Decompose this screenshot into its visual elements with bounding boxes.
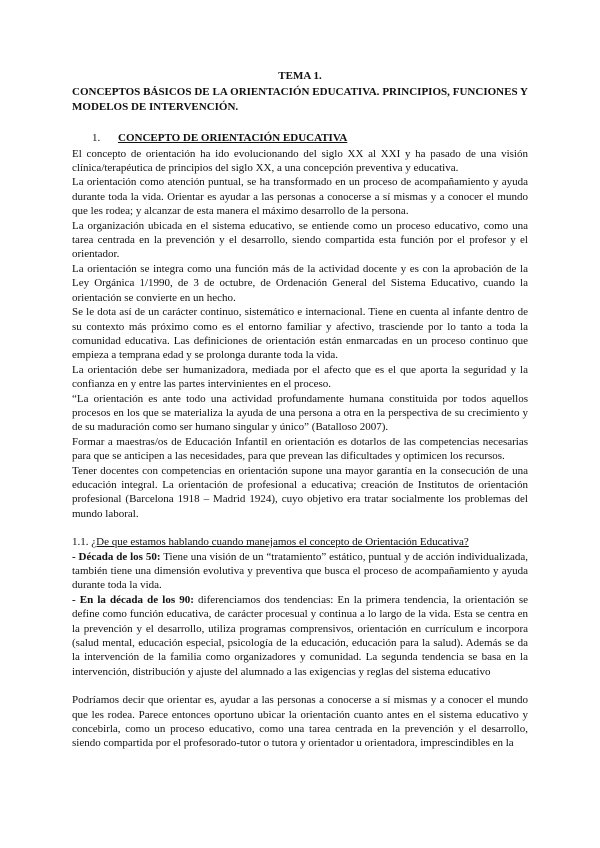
decade-50-text: Tiene una visión de un “tratamiento” estático, puntual y de acción individualizada, también tiene una dimensión evolutiva y preventiva que busca el proceso de acompañamiento y ayuda durante toda la vida. <box>72 550 528 592</box>
paragraph: La orientación como atención puntual, se ha transformado en un proceso de acompañamiento y ayuda durante toda la vida. Orientar es ayudar a las personas a conocerse a sí mismas y a conocer el mundo que les rodea; y alcanzar de esta manera el máximo desarrollo de la persona. <box>72 176 528 218</box>
closing-paragraph: Podríamos decir que orientar es, ayudar a las personas a conocerse a sí mismas y a conocer el mundo que les rodea. Parece entonces oportuno ubicar la orientación cuanto antes en el sistema educativo y concebirla, como un proceso educativo, como una tarea centrada en la prevención y el desarrollo, siendo compartida por el profesorado-tutor o tutora y orientador u orientadora, imprescindibles en la <box>72 694 528 750</box>
section-number: 1. <box>92 132 101 145</box>
section-title: CONCEPTO DE ORIENTACIÓN EDUCATIVA <box>118 132 348 145</box>
paragraph: Tener docentes con competencias en orientación supone una mayor garantía en la consecución de una educación integral. La orientación de profesional a educativa; creación de Institutos de orientación profesional (Barcelona 1918 – Madrid 1924), cuyo objetivo era tratar socialmente los problemas del mundo laboral. <box>72 464 528 520</box>
paragraph: Se le dota así de un carácter continuo, sistemático e internacional. Tiene en cuenta al infante dentro de su contexto más próximo como es el entorno familiar y afectivo, trasciende por lo tanto a toda la comunidad educativa. Las definiciones de orientación están enmarcadas en un proceso continuo que empieza a temprana edad y se prolonga durante toda la vida. <box>72 306 528 362</box>
paragraph: La orientación se integra como una función más de la actividad docente y es con la aprobación de la Ley Orgánica 1/1990, de 3 de octubre, de Ordenación General del Sistema Educativo, cuando la orientación se convierte en un hecho. <box>72 262 528 304</box>
quote-paragraph: “La orientación es ante todo una actividad profundamente humana constituida por todos aquellos procesos en los que se materializa la ayuda de una persona a otra en la perspectiva de su crecimiento y de su maduración como ser humano singular y único” (Batalloso 2007). <box>72 392 528 434</box>
subsection-heading <box>72 535 528 549</box>
decade-90-paragraph <box>72 593 528 679</box>
decade-90-label: - En la década de los 90: <box>72 593 194 606</box>
subsection-title: ¿De que estamos hablando cuando manejamos el concepto de Orientación Educativa? <box>91 536 469 549</box>
paragraph: Formar a maestras/os de Educación Infantil en orientación es dotarlos de las competencias necesarias para que se anticipen a las necesidades, para que prevean las dificultades y optimicen los recursos. <box>72 435 528 463</box>
decade-90-text: diferenciamos dos tendencias: En la primera tendencia, la orientación se define como función educativa, de carácter procesual y continua a lo largo de la vida. Esta se centra en la prevención y el desarrollo, utiliza programas comprensivos, orientación en currículum e incorpora (salud mental, educación especial, psicología de la educación, educación para la salud). Además se da la intervención de la familia como organizadores y comunidad. La segunda tendencia se basa en la intervención, distribución y ajuste del alumnado a las exigencias y reglas del sistema educativo <box>72 593 528 678</box>
paragraph: El concepto de orientación ha ido evolucionando del siglo XX al XXI y ha pasado de una visión clínica/terapéutica de principios del siglo XX, a una concepción preventiva y educativa. <box>72 147 528 175</box>
chapter-heading: CONCEPTOS BÁSICOS DE LA ORIENTACIÓN EDUCATIVA. PRINCIPIOS, FUNCIONES Y MODELOS DE INTERVENCIÓN. <box>72 86 528 113</box>
tema-title: TEMA 1. <box>278 70 322 82</box>
section-heading <box>72 131 528 145</box>
decade-50-label: - Década de los 50: <box>72 550 161 563</box>
decade-50-paragraph <box>72 550 528 593</box>
paragraph: La orientación debe ser humanizadora, mediada por el afecto que es el que aporta la seguridad y la confianza en y entre las partes intervinientes en el proceso. <box>72 363 528 391</box>
paragraph: La organización ubicada en el sistema educativo, se entiende como un proceso educativo, como una tarea centrada en la prevención y el desarrollo, siendo compartida esta función por el profesor y el orientador. <box>72 219 528 261</box>
subsection-number: 1.1. <box>72 536 89 549</box>
